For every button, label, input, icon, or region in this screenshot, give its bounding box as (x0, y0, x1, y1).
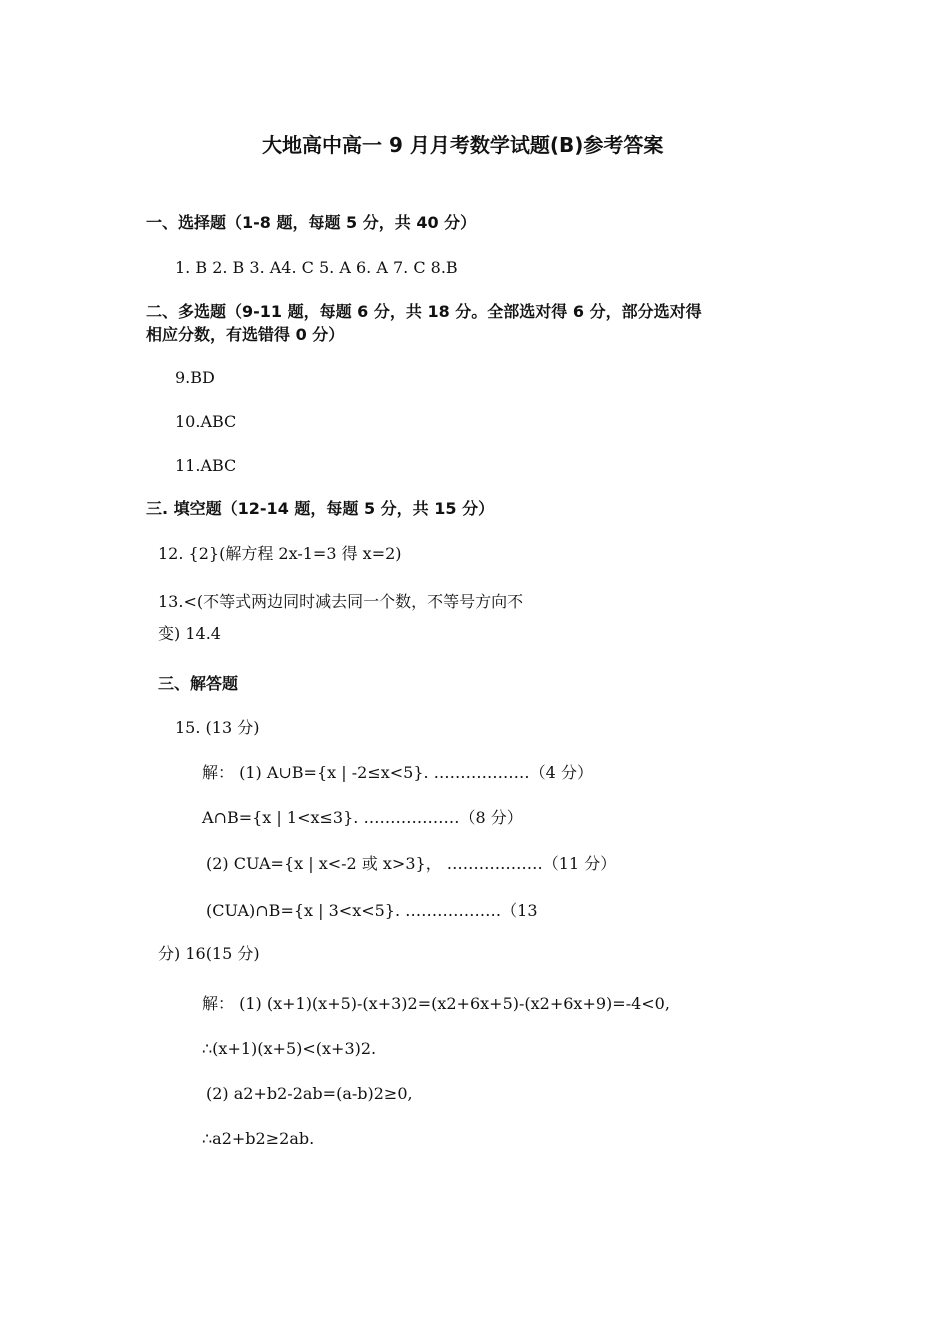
section-heading-multi-select-line1: 二、多选题（9-11 题，每题 6 分，共 18 分。全部选对得 6 分，部分选对得 (146, 302, 702, 321)
question-16-line1: 解： (1) (x+1)(x+5)-(x+3)2=(x2+6x+5)-(x2+6x+9)=-4<0, (202, 994, 670, 1013)
question-15-line4: (CUA)∩B={x | 3<x<5}. ………………（13 (206, 901, 538, 920)
question-16-line3: (2) a2+b2-2ab=(a-b)2≥0, (206, 1084, 413, 1103)
question-15-line1: 解： (1) A∪B={x | -2≤x<5}. ………………（4 分） (202, 763, 593, 782)
answer-12: 12. {2}(解方程 2x-1=3 得 x=2) (158, 544, 402, 563)
question-15-line3: (2) CUA={x | x<-2 或 x>3}， ………………（11 分） (206, 854, 617, 873)
answer-10: 10.ABC (175, 412, 237, 431)
question-15-label: 15. (13 分) (175, 718, 260, 737)
question-16-line2: ∴(x+1)(x+5)<(x+3)2. (202, 1039, 377, 1058)
answer-9: 9.BD (175, 368, 215, 387)
section-heading-multi-select-line2: 相应分数，有选错得 0 分） (146, 325, 345, 344)
question-16-line4: ∴a2+b2≥2ab. (202, 1129, 315, 1148)
answer-11: 11.ABC (175, 456, 237, 475)
question-15-line5: 分) 16(15 分) (158, 944, 260, 963)
section-heading-solutions: 三、解答题 (158, 674, 239, 693)
question-15-line2: A∩B={x | 1<x≤3}. ………………（8 分） (202, 808, 523, 827)
section-heading-multiple-choice: 一、选择题（1-8 题，每题 5 分，共 40 分） (146, 213, 477, 232)
multiple-choice-answers: 1. B 2. B 3. A4. C 5. A 6. A 7. C 8.B (175, 258, 458, 277)
answer-13-line1: 13.<(不等式两边同时减去同一个数，不等号方向不 (158, 592, 524, 611)
page-title: 大地高中高一 9 月月考数学试题(B)参考答案 (262, 133, 664, 157)
section-heading-fill-blank: 三. 填空题（12-14 题，每题 5 分，共 15 分） (146, 499, 495, 518)
answer-13-line2: 变) 14.4 (158, 624, 221, 643)
